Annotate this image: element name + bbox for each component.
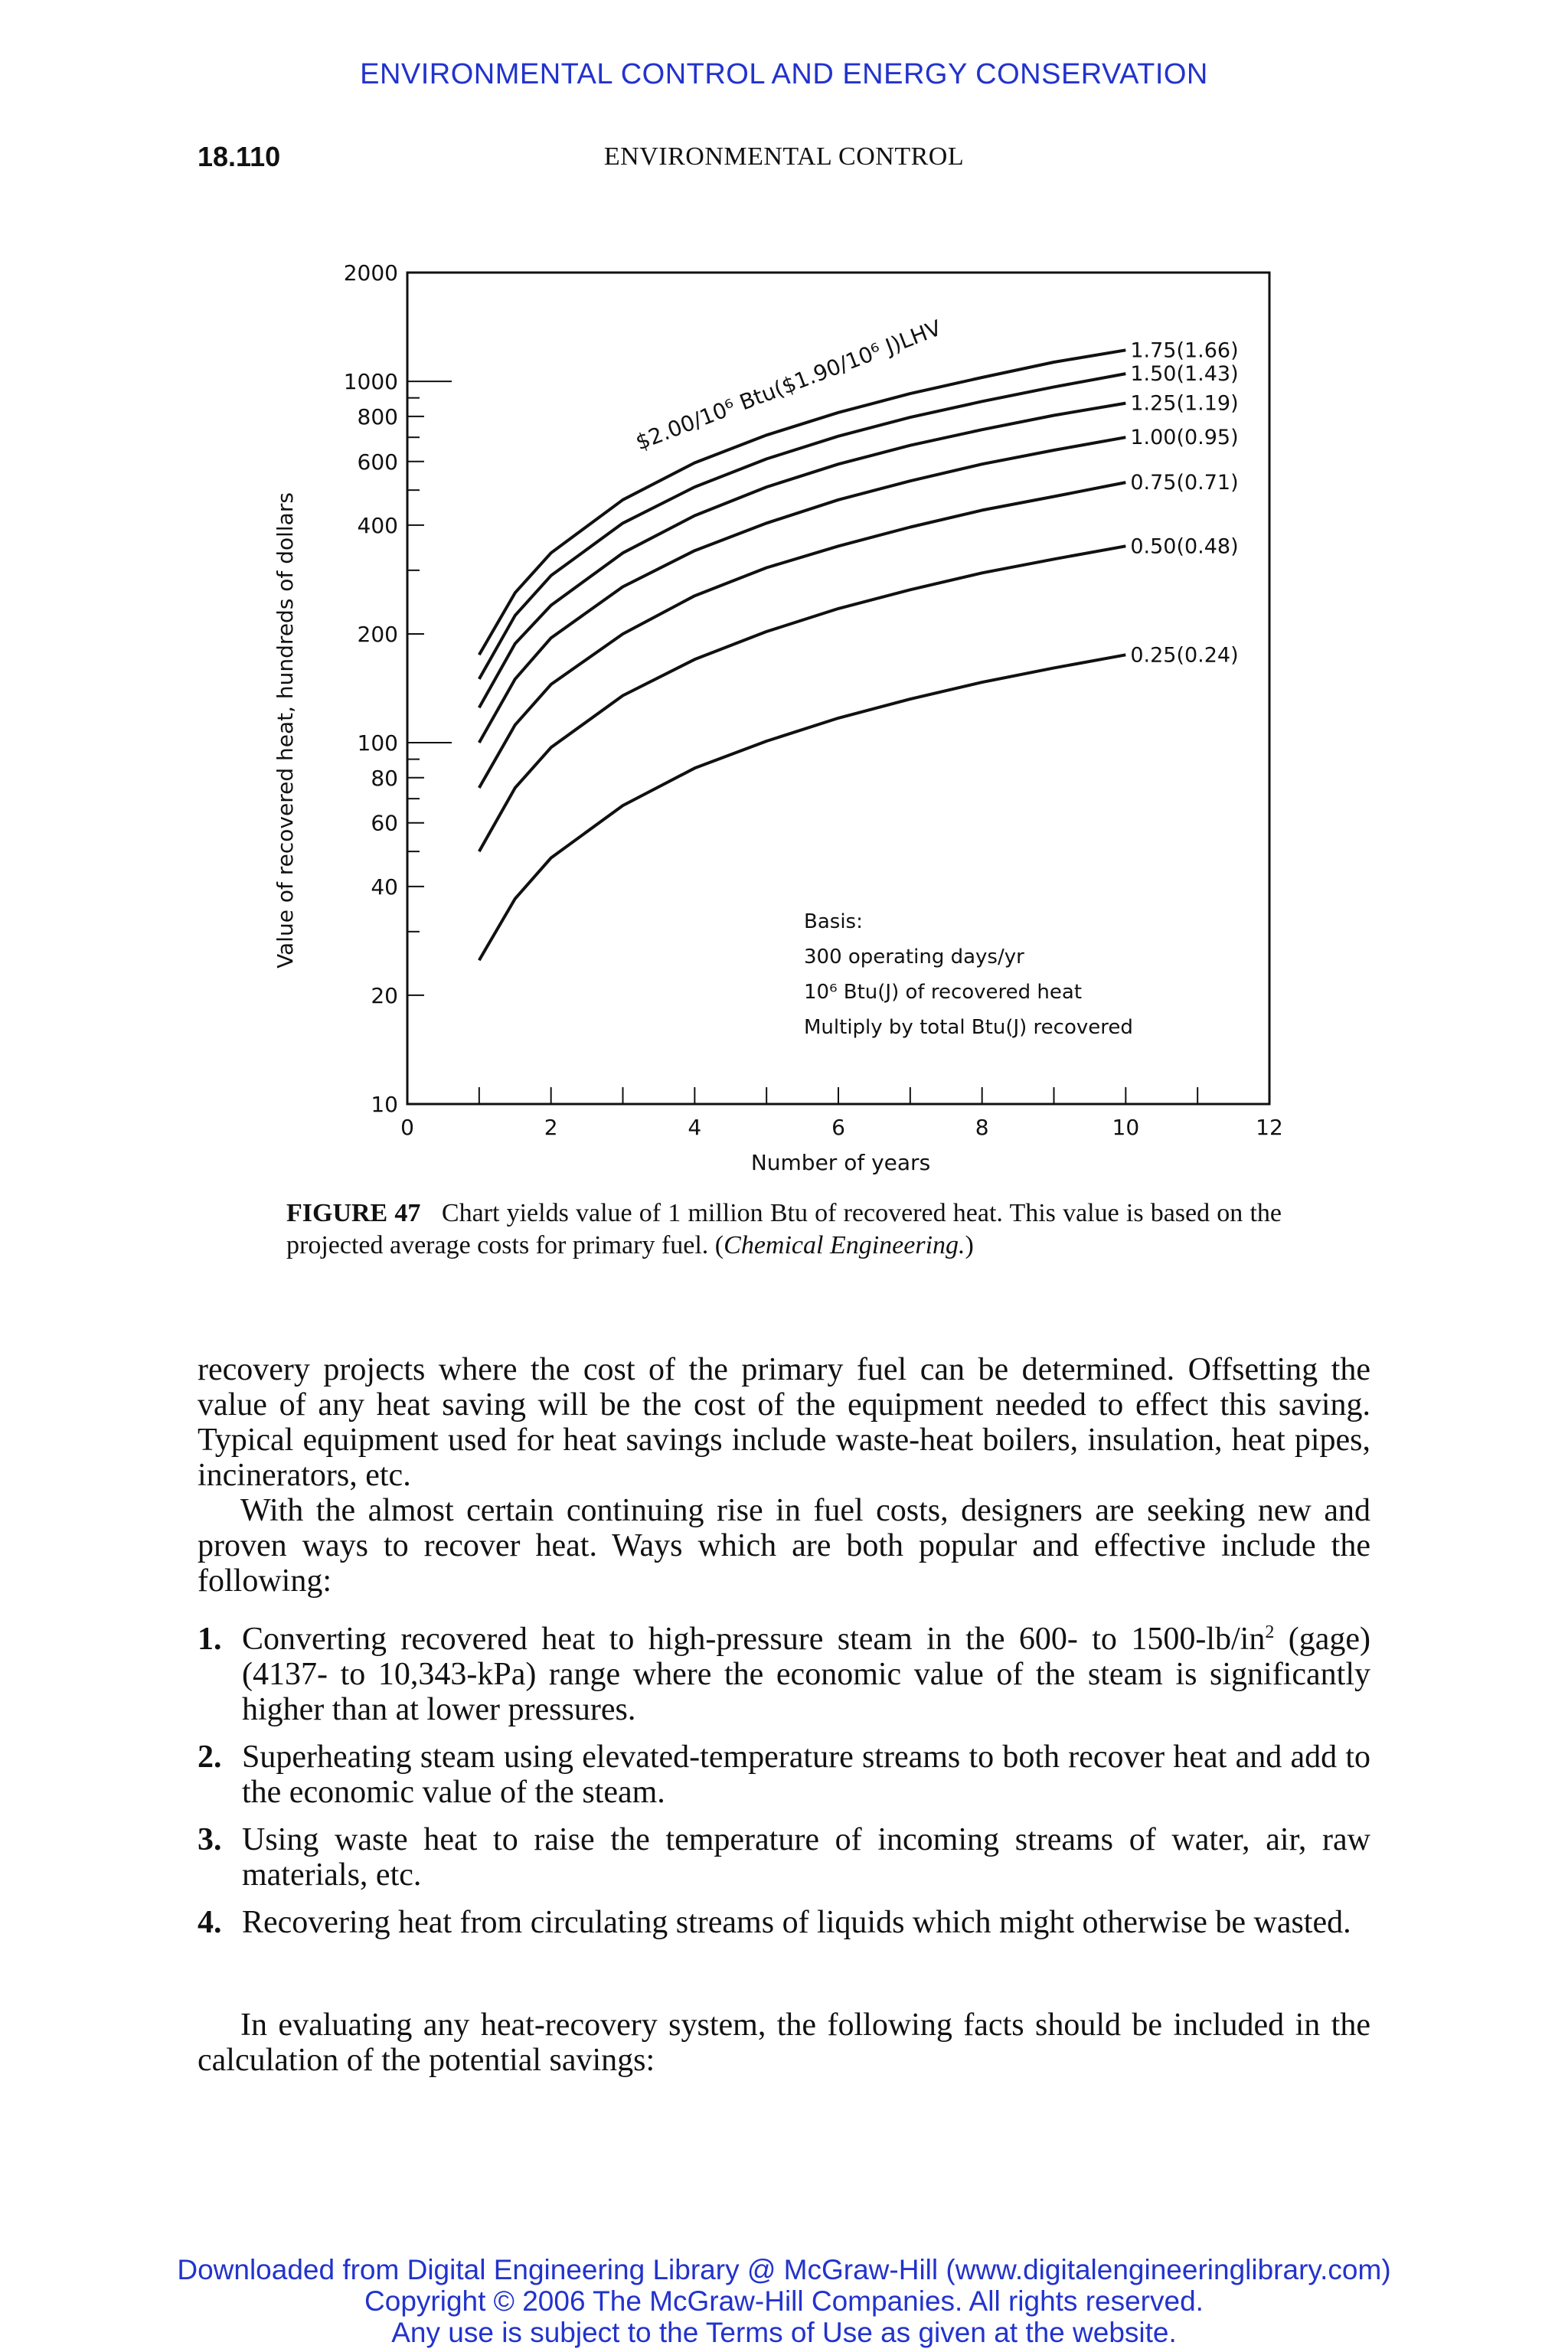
site-banner: ENVIRONMENTAL CONTROL AND ENERGY CONSERVATION [360, 58, 1208, 90]
series-line [479, 482, 1126, 788]
download-footer [0, 2254, 1568, 2348]
body-paragraph-1: recovery projects where the cost of the primary fuel can be determined. Offsetting the value of any heat saving will be the cost of the equipment needed to effect this saving. Typical equipment used for heat savings include waste-heat boilers, insulation, heat pipes, incinerators, etc. [198, 1352, 1370, 1493]
x-tick-label: 10 [1112, 1115, 1140, 1140]
x-tick-label: 4 [688, 1115, 702, 1140]
y-tick-label: 100 [357, 730, 398, 756]
x-tick-label: 6 [831, 1115, 845, 1140]
y-axis-label: Value of recovered heat, hundreds of dollars [273, 492, 298, 969]
y-tick-label: 80 [371, 765, 398, 791]
figure-label: FIGURE 47 [286, 1199, 421, 1227]
x-tick-label: 0 [400, 1115, 414, 1140]
y-tick-label: 20 [371, 982, 398, 1008]
basis-line-1: 300 operating days/yr [804, 946, 1024, 969]
basis-title: Basis: [804, 910, 863, 933]
body-paragraph-2: With the almost certain continuing rise in fuel costs, designers are seeking new and proven ways to recover heat. Ways which are both popular and effective include the following: [198, 1493, 1370, 1599]
series-line [479, 546, 1126, 851]
section-title: ENVIRONMENTAL CONTROL [603, 142, 965, 171]
footer-line-3: Any use is subject to the Terms of Use as given at the website. [391, 2317, 1177, 2348]
x-tick-label: 2 [544, 1115, 558, 1140]
series-label: 0.50(0.48) [1130, 534, 1239, 559]
series-label: 0.25(0.24) [1130, 643, 1239, 668]
page-number: 18.110 [198, 141, 281, 172]
y-tick-label: 600 [357, 449, 398, 475]
y-tick-label: 1000 [343, 369, 398, 395]
running-header [0, 141, 1568, 179]
heat-value-chart [260, 253, 1302, 1194]
figure-caption: FIGURE 47 Chart yields value of 1 million Btu of recovered heat. This value is based on the projected average costs for primary fuel. (Chemical Engineering.) [286, 1199, 1282, 1259]
series-line [479, 655, 1126, 960]
series-label: 1.50(1.43) [1130, 362, 1239, 387]
chart-series [479, 338, 1239, 960]
figure-source: Chemical Engineering. [724, 1231, 965, 1259]
y-tick-label: 40 [371, 874, 398, 900]
basis-note [804, 910, 1133, 1039]
heat-recovery-list [198, 1622, 1370, 1952]
y-tick-label: 10 [371, 1092, 398, 1117]
x-axis-label: Number of years [750, 1150, 931, 1175]
footer-line-1[interactable]: Downloaded from Digital Engineering Library @ McGraw-Hill (www.digitalengineeringlibrary.com) [177, 2254, 1391, 2285]
y-tick-label: 800 [357, 403, 398, 430]
series-label: 1.25(1.19) [1130, 391, 1239, 416]
series-label: 1.75(1.66) [1130, 338, 1239, 363]
figure-caption-text: Chart yields value of 1 million Btu of recovered heat. This value is based on the projected average costs for primary fuel. ( [286, 1199, 1282, 1259]
basis-line-3: Multiply by total Btu(J) recovered [804, 1016, 1133, 1039]
series-line [479, 437, 1126, 743]
x-tick-label: 12 [1256, 1115, 1283, 1140]
fuel-cost-annotation: $2.00/10⁶ Btu($1.90/10⁶ J)LHV [632, 315, 945, 456]
series-label: 0.75(0.71) [1130, 471, 1239, 495]
footer-line-2: Copyright © 2006 The McGraw-Hill Companies. All rights reserved. [364, 2285, 1204, 2317]
body-paragraph-3: In evaluating any heat-recovery system, the following facts should be included in the calculation of the potential savings: [198, 2007, 1370, 2078]
series-label: 1.00(0.95) [1130, 426, 1239, 450]
list-item: 3. Using waste heat to raise the temperature of incoming streams of water, air, raw materials, etc. [198, 1822, 1370, 1893]
list-item: 1. Converting recovered heat to high-pressure steam in the 600- to $1500-lb/in^2$ (gage) (4137- to 10,343-kPa) range where the economic value of the steam is significantly higher than at lower pressures. [198, 1622, 1370, 1727]
y-tick-label: 200 [357, 621, 398, 647]
basis-line-2: 10⁶ Btu(J) of recovered heat [804, 981, 1083, 1004]
x-tick-label: 8 [975, 1115, 989, 1140]
y-tick-label: 2000 [343, 260, 398, 286]
y-tick-label: 60 [371, 810, 398, 836]
list-item: 2. Superheating steam using elevated-temperature streams to both recover heat and add to the economic value of the steam. [198, 1740, 1370, 1810]
list-item: 4. Recovering heat from circulating streams of liquids which might otherwise be wasted. [198, 1905, 1351, 1940]
y-tick-label: 400 [357, 512, 398, 538]
